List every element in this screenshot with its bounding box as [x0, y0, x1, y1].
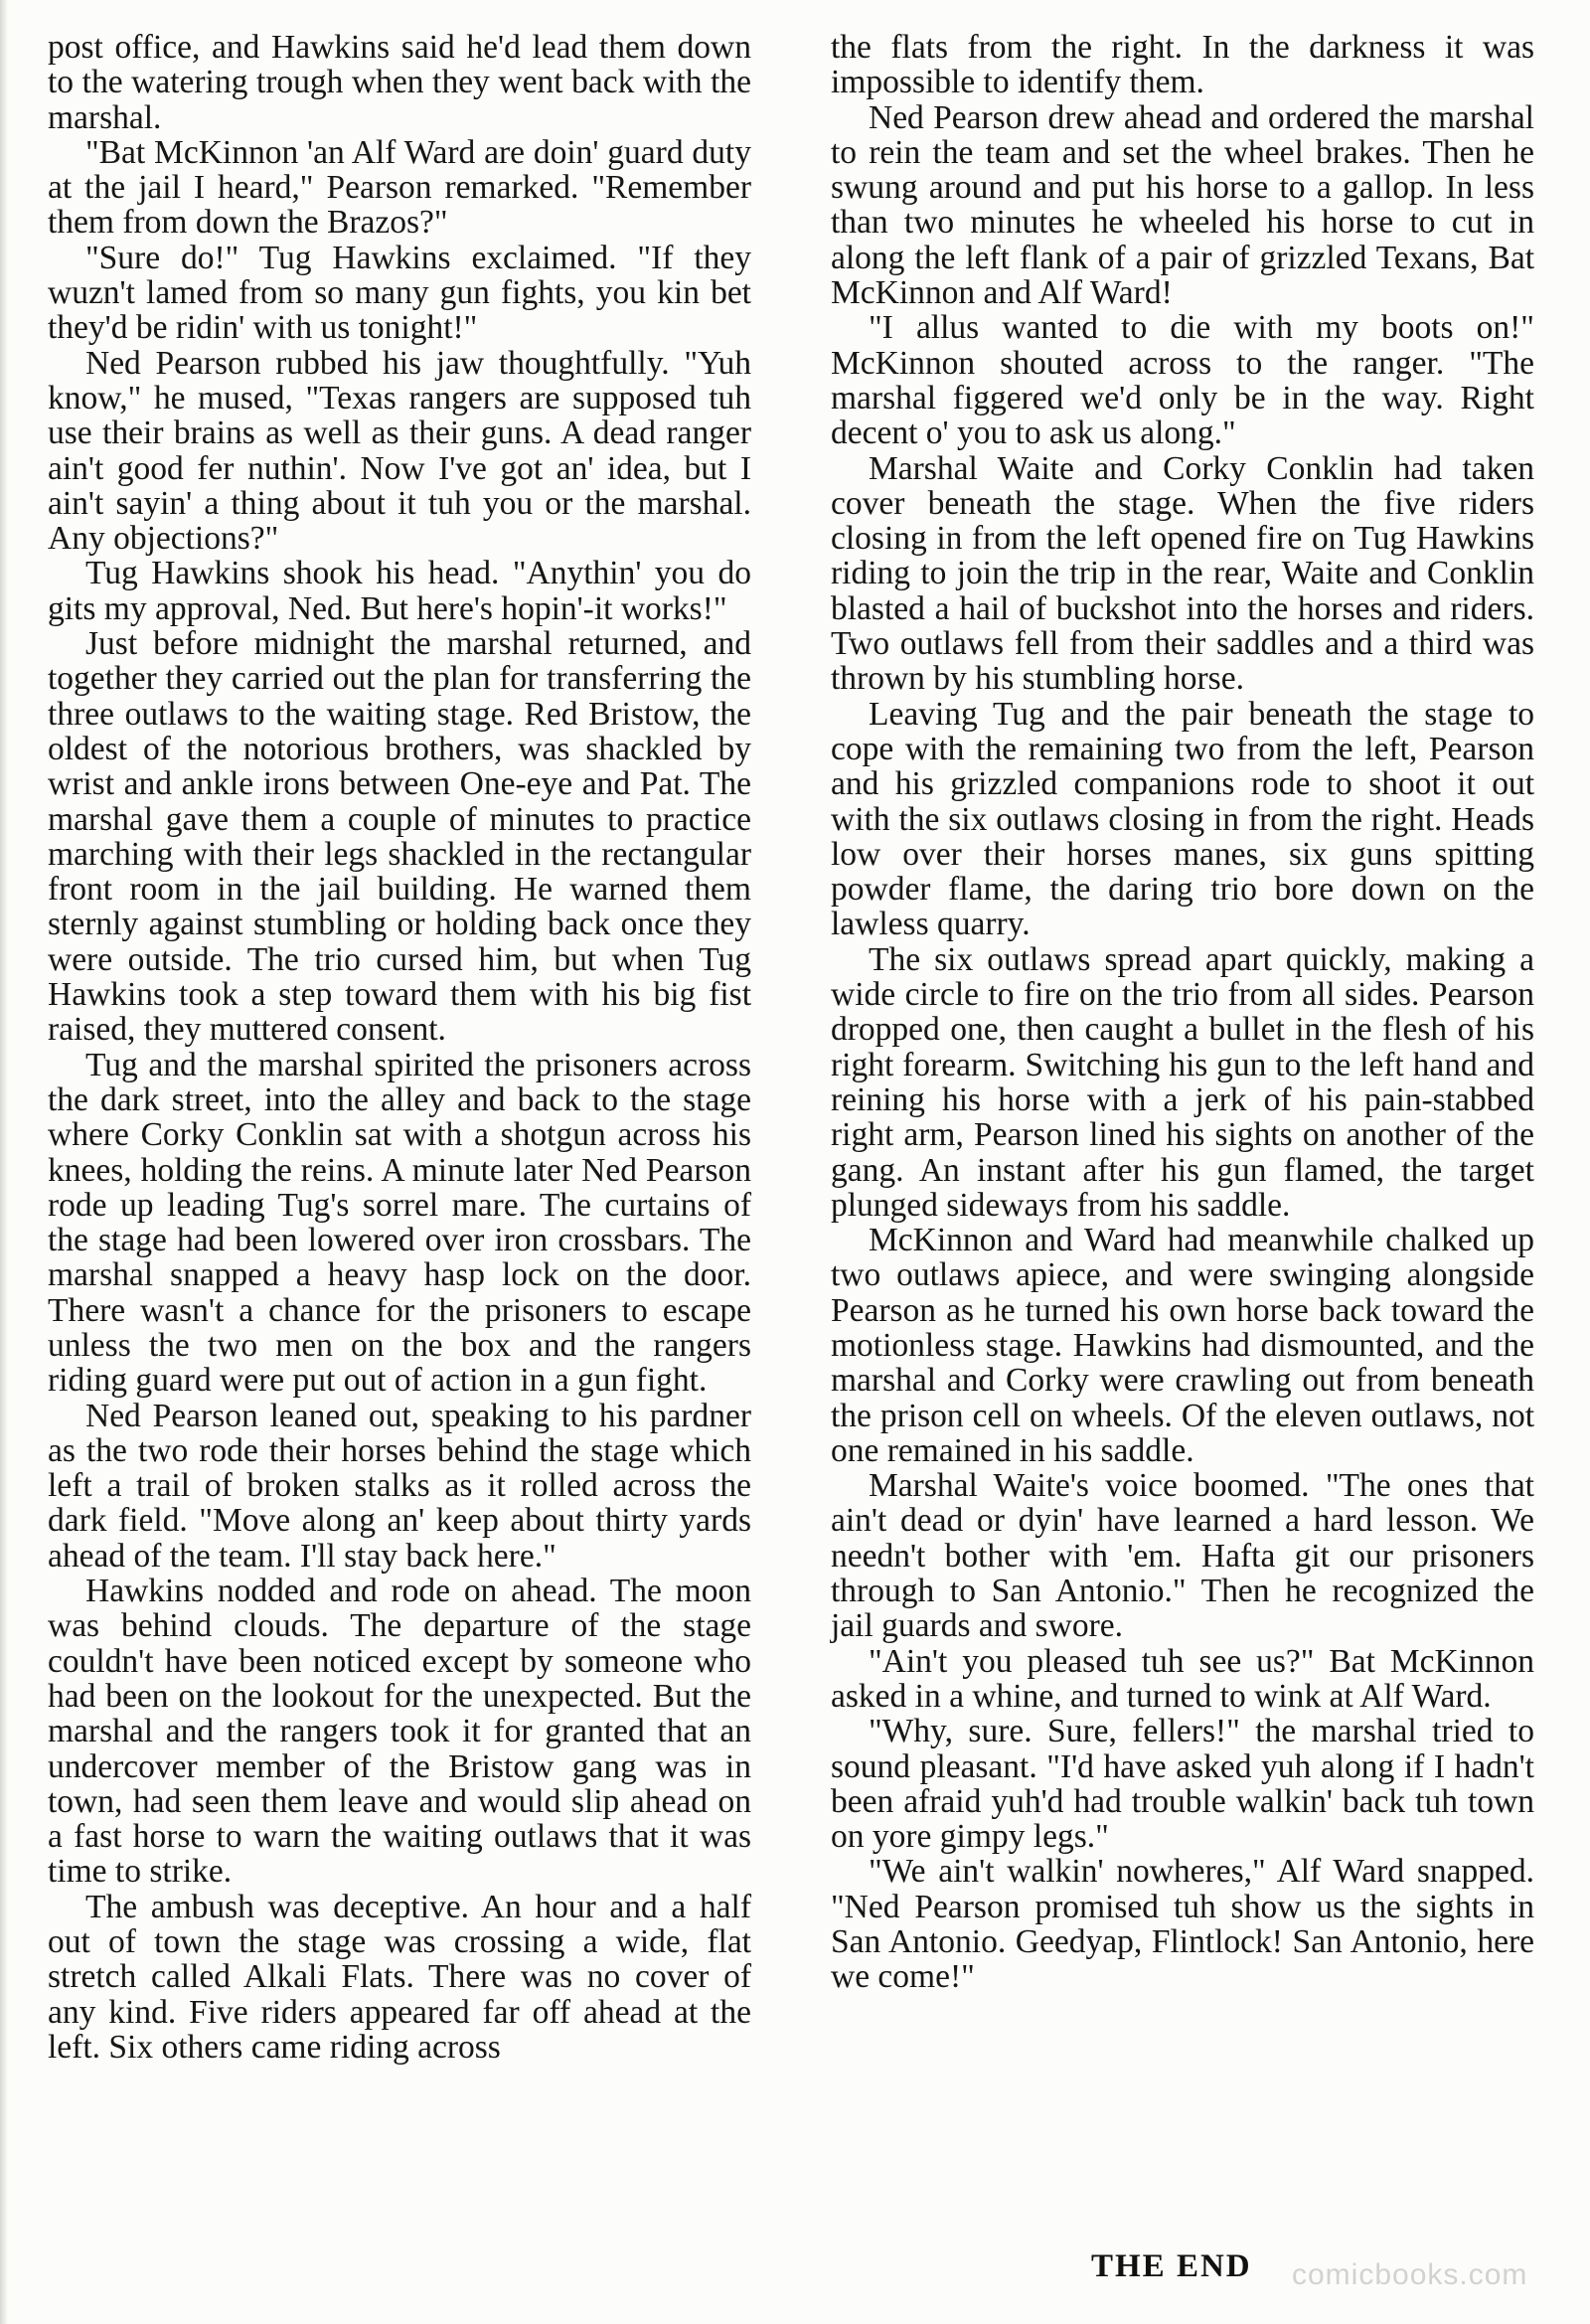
paragraph: "Ain't you pleased tuh see us?" Bat McKinnon asked in a whine, and turned to wink at Alf Ward.	[831, 1642, 1534, 1715]
paragraph: post office, and Hawkins said he'd lead them down to the watering trough when they went back with the marshal.	[48, 29, 751, 136]
watermark: comicbooks.com	[1292, 2258, 1528, 2291]
left-text-column	[48, 30, 751, 2065]
paragraph: Hawkins nodded and rode on ahead. The moon was behind clouds. The departure of the stage couldn't have been noticed except by someone who had been on the lookout for the unexpected. But the marshal and the rangers took it for granted that an undercover member of the Bristow gang was in town, had seen them leave and would slip ahead on a fast horse to warn the waiting outlaws that it was time to strike.	[48, 1573, 751, 1891]
paragraph: Marshal Waite and Corky Conklin had taken cover beneath the stage. When the five riders closing in from the left opened fire on Tug Hawkins riding to join the trip in the rear, Waite and Conklin blasted a hail of buckshot into the horses and riders. Two outlaws fell from their saddles and a third was thrown by his stumbling horse.	[831, 449, 1534, 698]
paragraph: Tug and the marshal spirited the prisoners across the dark street, into the alley and back to the stage where Corky Conklin sat with a shotgun across his knees, holding the reins. A minute later Ned Pearson rode up leading Tug's sorrel mare. The curtains of the stage had been lowered over iron crossbars. The marshal snapped a heavy hasp lock on the door. There wasn't a chance for the prisoners to escape unless the two men on the box and the rangers riding guard were put out of action in a gun fight.	[48, 1046, 751, 1400]
paragraph: "We ain't walkin' nowheres," Alf Ward snapped. "Ned Pearson promised tuh show us the sights in San Antonio. Geedyap, Flintlock! San Antonio, here we come!"	[831, 1853, 1534, 1996]
paragraph: Ned Pearson leaned out, speaking to his pardner as the two rode their horses behind the stage which left a trail of broken stalks as it rolled across the dark field. "Move along an' keep about thirty yards ahead of the team. I'll stay back here."	[48, 1397, 751, 1575]
paragraph: "Bat McKinnon 'an Alf Ward are doin' guard duty at the jail I heard," Pearson remarked. "Remember them from down the Brazos?"	[48, 133, 751, 242]
page-binding-edge	[0, 0, 8, 2324]
right-text-column	[831, 30, 1534, 1995]
paragraph: "I allus wanted to die with my boots on!" McKinnon shouted across to the ranger. "The marshal figgered we'd only be in the way. Right decent o' you to ask us along."	[831, 309, 1534, 452]
paragraph: Leaving Tug and the pair beneath the stage to cope with the remaining two from the left, Pearson and his grizzled companions rode to shoot it out with the six outlaws closing in from the right. Heads low over their horses manes, six guns spitting powder flame, the daring trio bore down on the lawless quarry.	[831, 695, 1534, 943]
paragraph: Just before midnight the marshal returned, and together they carried out the plan for transferring the three outlaws to the waiting stage. Red Bristow, the oldest of the notorious brothers, was shackled by wrist and ankle irons between One-eye and Pat. The marshal gave them a couple of minutes to practice marching with their legs shackled in the rectangular front room in the jail building. He warned them sternly against stumbling or holding back once they were outside. The trio cursed him, but when Tug Hawkins took a step toward them with his big fist raised, they muttered consent.	[48, 625, 751, 1049]
paragraph: "Sure do!" Tug Hawkins exclaimed. "If they wuzn't lamed from so many gun fights, you kin bet they'd be ridin' with us tonight!"	[48, 239, 751, 347]
paragraph: McKinnon and Ward had meanwhile chalked up two outlaws apiece, and were swinging alongside Pearson as he turned his own horse back toward the motionless stage. Hawkins had dismounted, and the marshal and Corky were crawling out from beneath the prison cell on wheels. Of the eleven outlaws, not one remained in his saddle.	[831, 1222, 1534, 1469]
paragraph: The ambush was deceptive. An hour and a half out of town the stage was crossing a wide, flat stretch called Alkali Flats. There was no cover of any kind. Five riders appeared far off ahead at the left. Six others came riding across	[48, 1888, 751, 2066]
paragraph: Tug Hawkins shook his head. "Anythin' you do gits my approval, Ned. But here's hopin'-it works!"	[48, 555, 751, 627]
paragraph: the flats from the right. In the darkness it was impossible to identify them.	[831, 29, 1534, 101]
paragraph: Ned Pearson drew ahead and ordered the marshal to rein the team and set the wheel brakes. Then he swung around and put his horse to a gallop. In less than two minutes he wheeled his horse to cut in along the left flank of a pair of grizzled Texans, Bat McKinnon and Alf Ward!	[831, 98, 1534, 312]
paragraph: "Why, sure. Sure, fellers!" the marshal tried to sound pleasant. "I'd have asked yuh along if I hadn't been afraid yuh'd had trouble walkin' back tuh town on yore gimpy legs."	[831, 1713, 1534, 1856]
paragraph: The six outlaws spread apart quickly, making a wide circle to fire on the trio from all sides. Pearson dropped one, then caught a bullet in the flesh of his right forearm. Switching his gun to the left hand and reining his horse with a jerk of his pain-stabbed right arm, Pearson lined his sights on another of the gang. An instant after his gun flamed, the target plunged sideways from his saddle.	[831, 940, 1534, 1224]
paragraph: Marshal Waite's voice boomed. "The ones that ain't dead or dyin' have learned a hard lesson. We needn't bother with 'em. Hafta git our prisoners through to San Antonio." Then he recognized the jail guards and swore.	[831, 1467, 1534, 1645]
the-end-label: THE END	[1091, 2248, 1252, 2284]
paragraph: Ned Pearson rubbed his jaw thoughtfully. "Yuh know," he mused, "Texas rangers are supposed tuh use their brains as well as their guns. A dead ranger ain't good fer nuthin'. Now I've got an' idea, but I ain't sayin' a thing about it tuh you or the marshal. Any objections?"	[48, 344, 751, 558]
